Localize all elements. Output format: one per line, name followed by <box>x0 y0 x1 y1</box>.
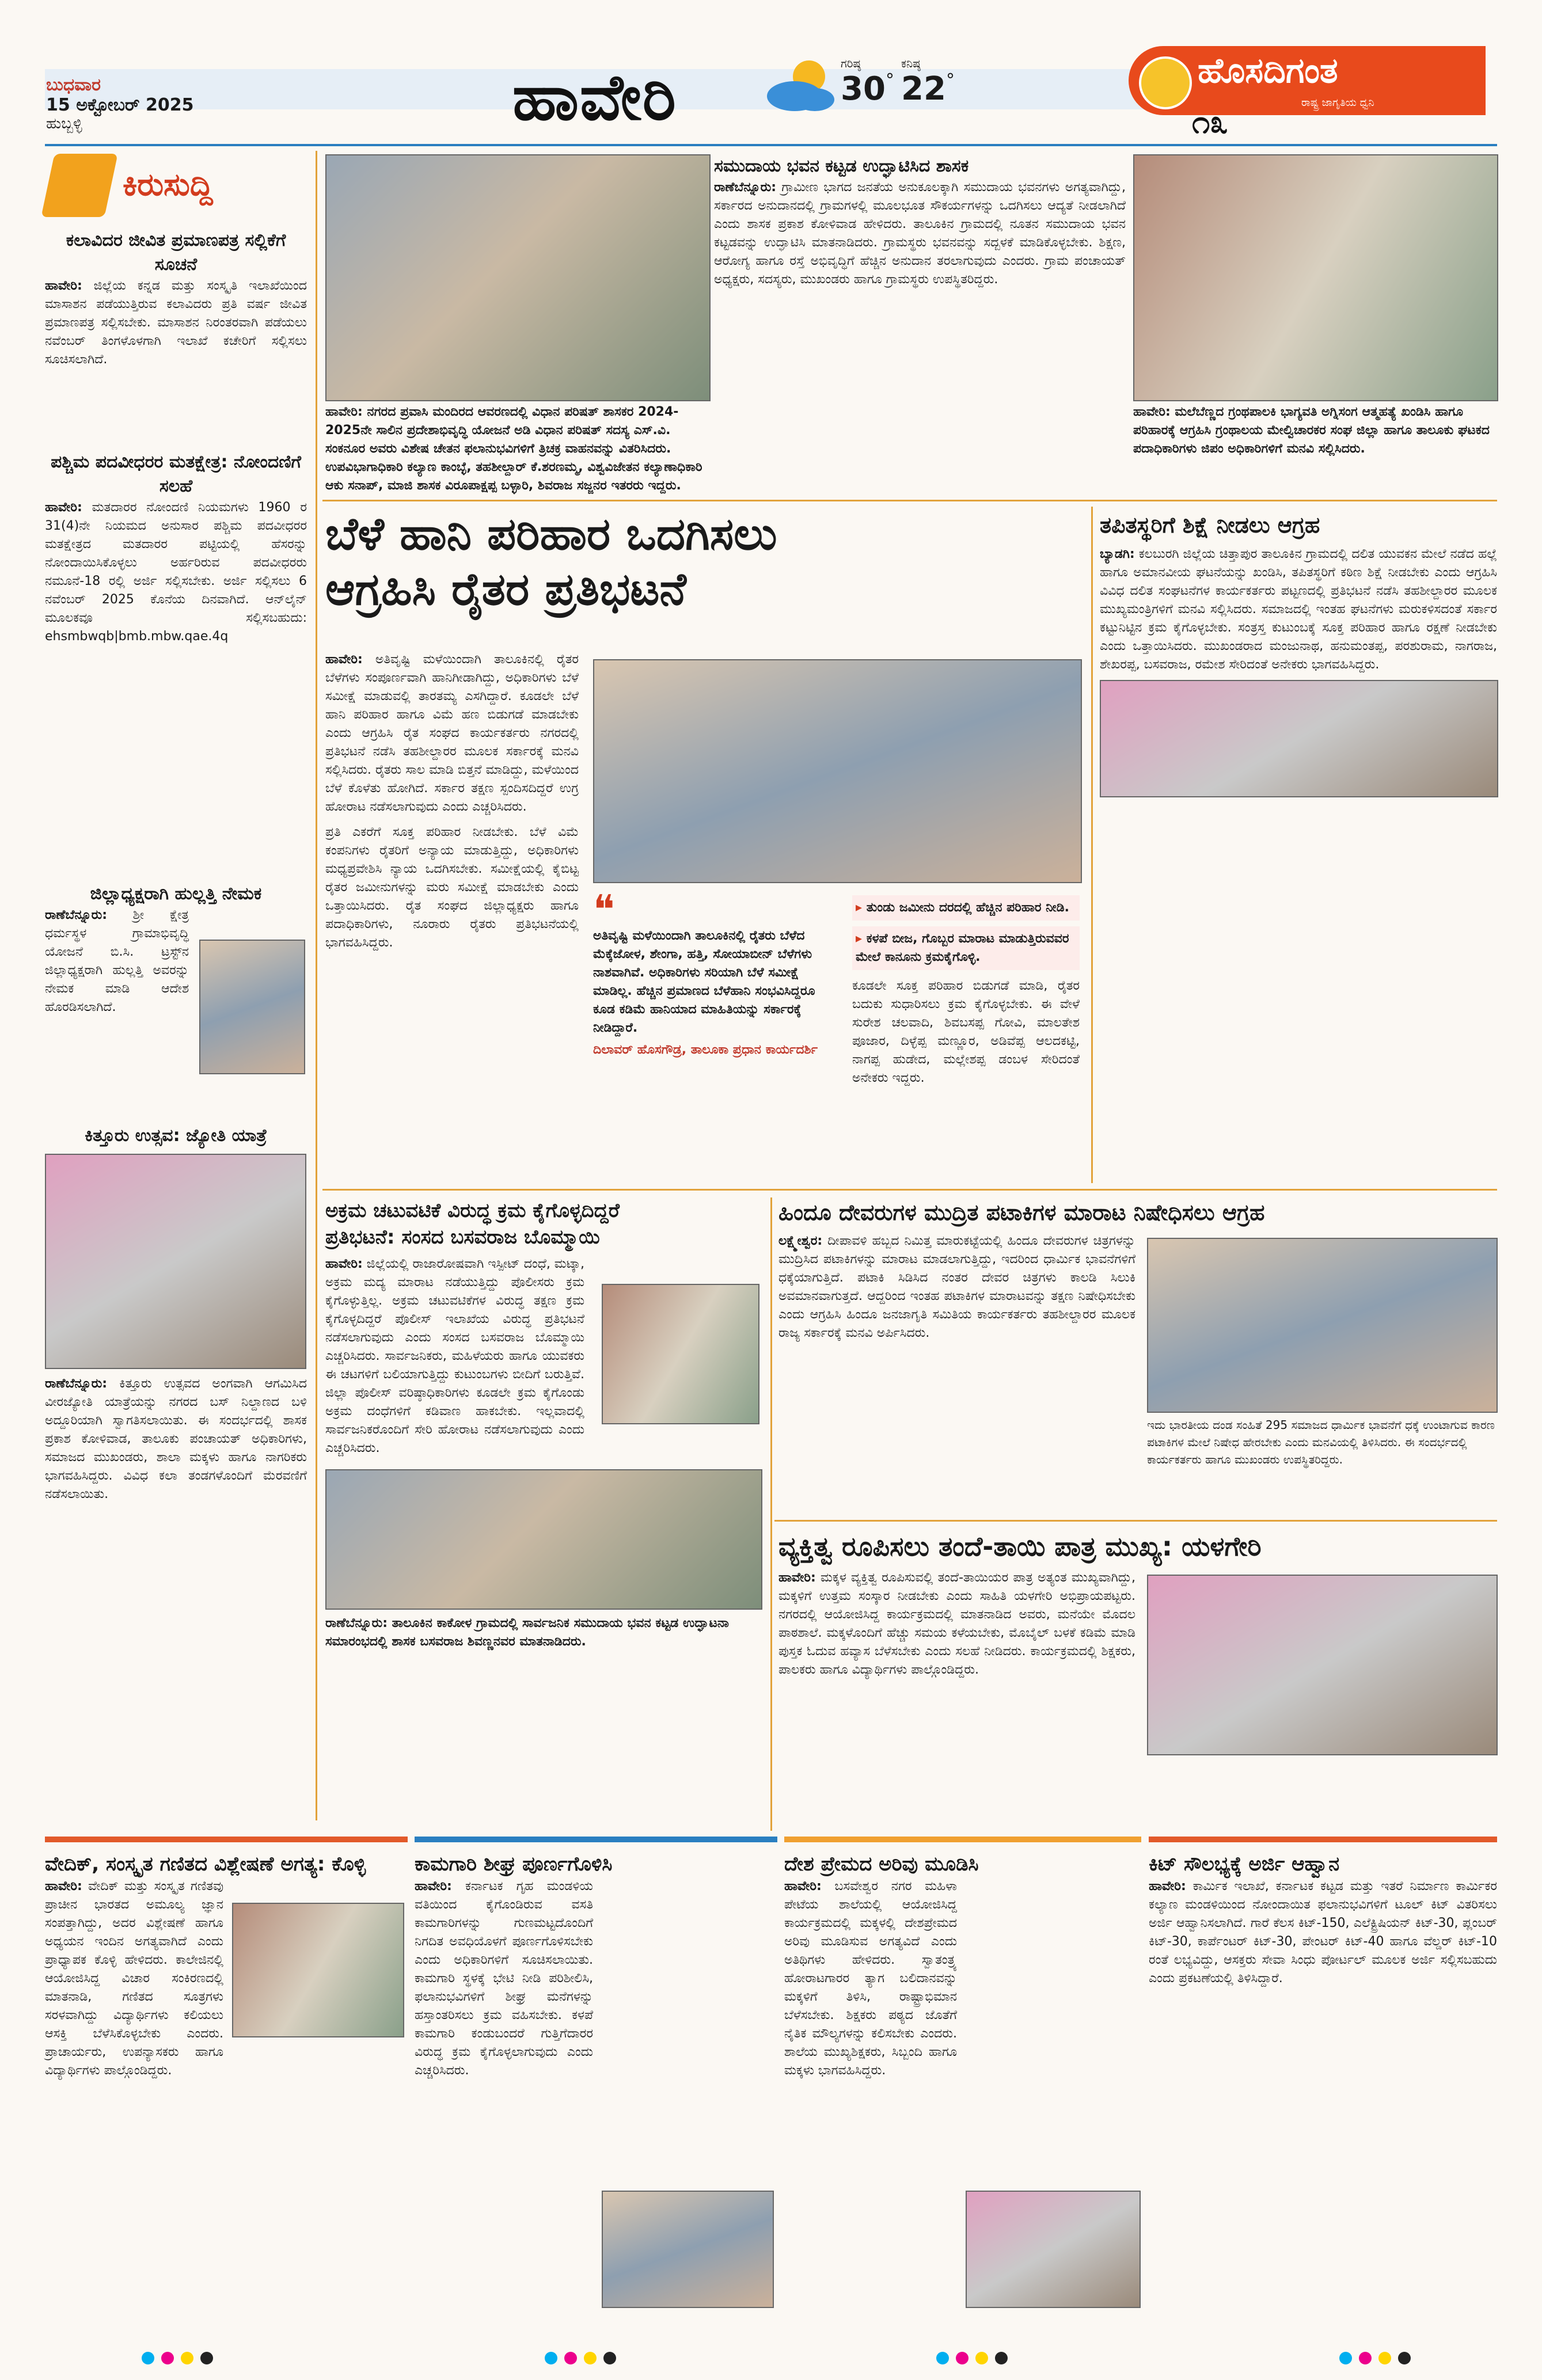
brief-title: ಕಲಾವಿದರ ಜೀವಿತ ಪ್ರಮಾಣಪತ್ರ ಸಲ್ಲಿಕೆಗೆ ಸೂಚನೆ <box>66 230 286 275</box>
bottom-story-3 <box>784 1851 1141 2080</box>
min-temp: 22 <box>901 70 946 108</box>
brief-text: ಮತದಾರರ ನೋಂದಣಿ ನಿಯಮಗಳು 1960 ರ 31(4)ನೇ ನಿಯಮದ ಅನುಸಾರ ಪಶ್ಚಿಮ ಪದವೀಧರರ ಮತಕ್ಷೇತ್ರದ ಮತದಾರರ ಪಟ್ಟಿಯಲ್ಲಿ ಹೆಸರನ್ನು ನೋಂದಾಯಿಸಿಕೊಳ್ಳಲು ಅರ್ಹರಿರುವ ಪದವೀಧರರು ನಮೂನೆ-18 ರಲ್ಲಿ ಅರ್ಜಿ ಸಲ್ಲಿಸಬೇಕು. ಅರ್ಜಿ ಸಲ್ಲಿಸಲು 6 ನವೆಂಬರ್ 2025 ಕೊನೆಯ ದಿನವಾಗಿದೆ. ಆನ್‌ಲೈನ್ ಮೂಲಕವೂ ಸಲ್ಲಿಸಬಹುದು: ehsmbwqb|bmb.mbw.qae.4q <box>45 500 307 644</box>
demand-item <box>852 926 1080 970</box>
lead-body-1: ಅತಿವೃಷ್ಟಿ ಮಳೆಯಿಂದಾಗಿ ತಾಲೂಕಿನಲ್ಲಿ ರೈತರ ಬೆಳೆಗಳು ಸಂಪೂರ್ಣವಾಗಿ ಹಾನಿಗೀಡಾಗಿದ್ದು, ಅಧಿಕಾರಿಗಳು ಬೆಳೆ ಸಮೀಕ್ಷೆ ಮಾಡುವಲ್ಲಿ ತಾರತಮ್ಯ ಎಸಗಿದ್ದಾರೆ. ಕೂಡಲೇ ಬೆಳೆ ಹಾನಿ ಪರಿಹಾರ ಹಾಗೂ ವಿಮೆ ಹಣ ಬಿಡುಗಡೆ ಮಾಡಬೇಕು ಎಂದು ಆಗ್ರಹಿಸಿ ರೈತ ಸಂಘದ ಕಾರ್ಯಕರ್ತರು ನಗರದಲ್ಲಿ ಪ್ರತಿಭಟನೆ ನಡೆಸಿ ತಹಶೀಲ್ದಾರರ ಮೂಲಕ ಸರ್ಕಾರಕ್ಕೆ ಮನವಿ ಸಲ್ಲಿಸಿದರು. ರೈತರು ಸಾಲ ಮಾಡಿ ಬಿತ್ತನೆ ಮಾಡಿದ್ದು, ಮಳೆಯಿಂದ ಬೆಳೆ ಕೊಳೆತು ಹೋಗಿದೆ. ಸರ್ಕಾರ ತಕ್ಷಣ ಸ್ಪಂದಿಸದಿದ್ದರೆ ಉಗ್ರ ಹೋರಾಟ ನಡೆಸಲಾಗುವುದು ಎಂದು ಎಚ್ಚರಿಸಿದರು. <box>325 652 579 814</box>
story-title: ವ್ಯಕ್ತಿತ್ವ ರೂಪಿಸಲು ತಂದೆ-ತಾಯಿ ಪಾತ್ರ ಮುಖ್ಯ: ಯಳಗೇರಿ <box>778 1531 1262 1562</box>
paper-name: ಹೊಸದಿಗಂತ <box>1198 51 1338 91</box>
max-label: ಗರಿಷ್ಠ <box>841 56 861 70</box>
col-rule <box>770 1197 772 1831</box>
story-place: ಹಾವೇರಿ: <box>45 1879 82 1894</box>
deg-symbol: ° <box>885 70 894 90</box>
registration-dots <box>1336 2352 1414 2367</box>
kirusuddi-column <box>45 151 310 1820</box>
story-body <box>1100 545 1497 674</box>
story-text: ದೀಪಾವಳಿ ಹಬ್ಬದ ನಿಮಿತ್ತ ಮಾರುಕಟ್ಟೆಯಲ್ಲಿ ಹಿಂದೂ ದೇವರುಗಳ ಚಿತ್ರಗಳನ್ನು ಮುದ್ರಿಸಿದ ಪಟಾಕಿಗಳನ್ನು ಮಾರಾಟ ಮಾಡಲಾಗುತ್ತಿದ್ದು, ಇದರಿಂದ ಧಾರ್ಮಿಕ ಭಾವನೆಗಳಿಗೆ ಧಕ್ಕೆಯಾಗುತ್ತಿದೆ. ಪಟಾಕಿ ಸಿಡಿಸಿದ ನಂತರ ದೇವರ ಚಿತ್ರಗಳು ಕಾಲಡಿ ಸಿಲುಕಿ ಅವಮಾನವಾಗುತ್ತದೆ. ಆದ್ದರಿಂದ ಇಂತಹ ಪಟಾಕಿಗಳ ಮಾರಾಟವನ್ನು ತಕ್ಷಣ ನಿಷೇಧಿಸಬೇಕು ಎಂದು ಆಗ್ರಹಿಸಿ ಹಿಂದೂ ಜನಜಾಗೃತಿ ಸಮಿತಿಯ ಕಾರ್ಯಕರ್ತರು ತಹಶೀಲ್ದಾರರ ಮೂಲಕ ರಾಜ್ಯ ಸರ್ಕಾರಕ್ಕೆ ಮನವಿ ಅರ್ಪಿಸಿದರು. <box>778 1234 1135 1340</box>
story-text: ಕಲಬುರಗಿ ಜಿಲ್ಲೆಯ ಚಿತ್ತಾಪುರ ತಾಲೂಕಿನ ಗ್ರಾಮದಲ್ಲಿ ದಲಿತ ಯುವಕನ ಮೇಲೆ ನಡೆದ ಹಲ್ಲೆ ಹಾಗೂ ಅಮಾನವೀಯ ಘಟನೆಯನ್ನು ಖಂಡಿಸಿ, ತಪಿತಸ್ಥರಿಗೆ ಕಠಿಣ ಶಿಕ್ಷೆ ನೀಡಬೇಕು ಎಂದು ಆಗ್ರಹಿಸಿ ವಿವಿಧ ದಲಿತ ಸಂಘಟನೆಗಳ ಕಾರ್ಯಕರ್ತರು ಪಟ್ಟಣದಲ್ಲಿ ಪ್ರತಿಭಟನೆ ನಡೆಸಿ ತಹಶೀಲ್ದಾರರ ಮೂಲಕ ಮುಖ್ಯಮಂತ್ರಿಗಳಿಗೆ ಮನವಿ ಸಲ್ಲಿಸಿದರು. ಸಮಾಜದಲ್ಲಿ ಇಂತಹ ಘಟನೆಗಳು ಮರುಕಳಿಸದಂತೆ ಸರ್ಕಾರ ಕಟ್ಟುನಿಟ್ಟಿನ ಕ್ರಮ ಕೈಗೊಳ್ಳಬೇಕು. ಸಂತ್ರಸ್ತ ಕುಟುಂಬಕ್ಕೆ ಸೂಕ್ತ ಪರಿಹಾರ ಹಾಗೂ ರಕ್ಷಣೆ ನೀಡಬೇಕು ಎಂದು ಒತ್ತಾಯಿಸಿದರು. ಮುಖಂಡರಾದ ಮಂಜುನಾಥ, ಹನುಮಂತಪ್ಪ, ಪರಶುರಾಮ, ನಾಗರಾಜ, ಶೇಖರಪ್ಪ, ಬಸವರಾಜ, ರಮೇಶ ಸೇರಿದಂತೆ ಅನೇಕರು ಭಾಗವಹಿಸಿದ್ದರು. <box>1100 547 1497 672</box>
col-rule <box>316 151 317 1820</box>
story-place: ಹಾವೇರಿ: <box>784 1879 822 1894</box>
bottom-story-4 <box>1149 1851 1497 1988</box>
lead-body-2: ಪ್ರತಿ ಎಕರೆಗೆ ಸೂಕ್ತ ಪರಿಹಾರ ನೀಡಬೇಕು. ಬೆಳೆ ವಿಮೆ ಕಂಪನಿಗಳು ರೈತರಿಗೆ ಅನ್ಯಾಯ ಮಾಡುತ್ತಿದ್ದು, ಅಧಿಕಾರಿಗಳು ಮಧ್ಯಪ್ರವೇಶಿಸಿ ನ್ಯಾಯ ಒದಗಿಸಬೇಕು. ಸಮೀಕ್ಷೆಯಲ್ಲಿ ಕೈಬಿಟ್ಟ ರೈತರ ಜಮೀನುಗಳನ್ನು ಮರು ಸಮೀಕ್ಷೆ ಮಾಡಬೇಕು ಎಂದು ಒತ್ತಾಯಿಸಿದರು. ರೈತ ಸಂಘದ ಜಿಲ್ಲಾಧ್ಯಕ್ಷರು ಹಾಗೂ ಪದಾಧಿಕಾರಿಗಳು, ನೂರಾರು ರೈತರು ಪ್ರತಿಭಟನೆಯಲ್ಲಿ ಭಾಗವಹಿಸಿದ್ದರು. <box>325 825 579 950</box>
story-place: ಹಾವೇರಿ: <box>778 1571 816 1585</box>
brief-text: ಶ್ರೀ ಕ್ಷೇತ್ರ ಧರ್ಮಸ್ಥಳ ಗ್ರಾಮಾಭಿವೃದ್ಧಿ ಯೋಜನೆ ಬಿ.ಸಿ. ಟ್ರಸ್ಟ್‌ನ ಜಿಲ್ಲಾಧ್ಯಕ್ಷರಾಗಿ ಹುಲ್ಲತ್ತಿ ಅವರನ್ನು ನೇಮಕ ಮಾಡಿ ಆದೇಶ ಹೊರಡಿಸಲಾಗಿದೆ. <box>45 908 189 1014</box>
story-body <box>45 1877 223 2080</box>
weather-sun-cloud-icon <box>760 55 841 118</box>
bommai-event-photo <box>325 1469 762 1610</box>
bullet-arrow-icon: ▸ <box>856 900 867 915</box>
story-body <box>325 1255 584 1458</box>
day-label: ಬುಧವಾರ <box>46 75 101 95</box>
brief-title: ಪಶ್ಚಿಮ ಪದವೀಧರರ ಮತಕ್ಷೇತ್ರ: ನೋಂದಣಿಗೆ ಸಲಹೆ <box>51 452 301 496</box>
tapitasta-story <box>1100 510 1497 797</box>
demand-text: ಕಳಪೆ ಬೀಜ, ಗೊಬ್ಬರ ಮಾರಾಟ ಮಾಡುತ್ತಿರುವವರ ಮೇಲೆ ಕಾನೂನು ಕ್ರಮಕೈಗೊಳ್ಳಿ. <box>856 932 1069 964</box>
story-place: ರಾಣೆಬೆನ್ನೂರು: <box>714 180 776 195</box>
brief-place: ರಾಣೆಬೆನ್ನೂರು: <box>45 1377 107 1391</box>
bommai-story <box>325 1197 763 1651</box>
badge-text: ಕಿರುಸುದ್ದಿ <box>123 166 213 203</box>
bottom-accent-1 <box>45 1837 408 1842</box>
demand-item <box>852 895 1080 921</box>
bottom-story-2 <box>415 1851 774 2080</box>
hindu-caption: ಇದು ಭಾರತೀಯ ದಂಡ ಸಂಹಿತೆ 295 ಸಮಾಜದ ಧಾರ್ಮಿಕ ಭಾವನೆಗೆ ಧಕ್ಕೆ ಉಂಟಾಗುವ ಕಾರಣ ಪಟಾಕಿಗಳ ಮೇಲೆ ನಿಷೇಧ ಹೇರಬೇಕು ಎಂದು ಮನವಿಯಲ್ಲಿ ತಿಳಿಸಿದರು. ಈ ಸಂದರ್ಭದಲ್ಲಿ ಕಾರ್ಯಕರ್ತರು ಹಾಗೂ ಮುಖಂಡರು ಉಪಸ್ಥಿತರಿದ್ದರು. <box>1147 1418 1495 1466</box>
brief-photo <box>45 1154 306 1369</box>
edition-title: ಹಾವೇರಿ <box>512 60 677 134</box>
bullet-arrow-icon: ▸ <box>856 932 867 946</box>
brief-place: ರಾಣೆಬೆನ್ನೂರು: <box>45 908 107 922</box>
headshot-photo <box>199 940 305 1074</box>
lead-headline-1: ಬೆಳೆ ಹಾನಿ ಪರಿಹಾರ ಒದಗಿಸಲು <box>325 508 777 560</box>
temp-max <box>841 56 892 108</box>
brief-place: ಹಾವೇರಿ: <box>45 500 82 515</box>
bommai-caption: ರಾಣೆಬೆನ್ನೂರು: ತಾಲೂಕಿನ ಕಾಕೋಳ ಗ್ರಾಮದಲ್ಲಿ ಸಾರ್ವಜನಿಕ ಸಮುದಾಯ ಭವನ ಕಟ್ಟಡ ಉದ್ಘಾಟನಾ ಸಮಾರಂಭದಲ್ಲಿ ಶಾಸಕ ಬಸವರಾಜ ಶಿವಣ್ಣನವರ ಮಾತನಾಡಿದರು. <box>325 1616 729 1649</box>
story-body <box>778 1232 1135 1343</box>
row-rule <box>774 1520 1497 1522</box>
story-place: ಲಕ್ಷ್ಮೇಶ್ವರ: <box>778 1234 823 1248</box>
lead-quote: ಅತಿವೃಷ್ಟಿ ಮಳೆಯಿಂದಾಗಿ ತಾಲೂಕಿನಲ್ಲಿ ರೈತರು ಬೆಳೆದ ಮೆಕ್ಕೆಜೋಳ, ಶೇಂಗಾ, ಹತ್ತಿ, ಸೋಯಾಬೀನ್ ಬೆಳೆಗಳು ನಾಶವಾಗಿವೆ. ಅಧಿಕಾರಿಗಳು ಸರಿಯಾಗಿ ಬೆಳೆ ಸಮೀಕ್ಷೆ ಮಾಡಿಲ್ಲ. ಹೆಚ್ಚಿನ ಪ್ರಮಾಣದ ಬೆಳೆಹಾನಿ ಸಂಭವಿಸಿದ್ದರೂ ಕೂಡ ಕಡಿಮೆ ಹಾನಿಯಾದ ಮಾಹಿತಿಯನ್ನು ಸರ್ಕಾರಕ್ಕೆ ನೀಡಿದ್ದಾರೆ. <box>593 929 815 1035</box>
bottom-accent-2 <box>415 1837 777 1842</box>
story-body <box>784 1877 957 2080</box>
masthead <box>0 0 1542 144</box>
brief-body <box>45 499 307 646</box>
story-title: ತಪಿತಸ್ಥರಿಗೆ ಶಿಕ್ಷೆ ನೀಡಲು ಆಗ್ರಹ <box>1100 512 1320 538</box>
story-photo <box>602 2191 774 2308</box>
date-label: 15 ಅಕ್ಟೋಬರ್ 2025 <box>46 95 194 115</box>
page-number: ೧೩ <box>1192 104 1228 141</box>
bottom-story-1 <box>45 1851 405 2080</box>
lead-quote-author: ದಿಲಾವರ್ ಹೊಸಗೌಡ್ರ, ತಾಲೂಕಾ ಪ್ರಧಾನ ಕಾರ್ಯದರ್ಶಿ <box>593 1043 818 1057</box>
brief-4 <box>45 1124 307 1504</box>
top-right-photo <box>1133 154 1498 401</box>
story-title-2: ಪ್ರತಿಭಟನೆ: ಸಂಸದ ಬಸವರಾಜ ಬೊಮ್ಮಾಯಿ <box>325 1226 600 1249</box>
top-rule <box>45 144 1497 146</box>
deg-symbol: ° <box>945 70 955 90</box>
brief-text: ಜಿಲ್ಲೆಯ ಕನ್ನಡ ಮತ್ತು ಸಂಸ್ಕೃತಿ ಇಲಾಖೆಯಿಂದ ಮಾಸಾಶನ ಪಡೆಯುತ್ತಿರುವ ಕಲಾವಿದರು ಪ್ರತಿ ವರ್ಷ ಜೀವಿತ ಪ್ರಮಾಣಪತ್ರ ಸಲ್ಲಿಸಬೇಕು. ಮಾಸಾಶನ ನಿರಂತರವಾಗಿ ಪಡೆಯಲು ನವೆಂಬರ್ ತಿಂಗಳೊಳಗಾಗಿ ಇಲಾಖೆ ಕಚೇರಿಗೆ ಸಲ್ಲಿಸಲು ಸೂಚಿಸಲಾಗಿದೆ. <box>45 279 307 367</box>
story-body <box>1149 1877 1497 1988</box>
hindu-story <box>778 1197 1497 1466</box>
demand-text: ತುಂಡು ಜಮೀನು ದರದಲ್ಲಿ ಹೆಚ್ಚಿನ ಪರಿಹಾರ ನೀಡಿ. <box>866 900 1069 915</box>
temp-min <box>901 56 953 108</box>
lead-story <box>325 507 1085 1186</box>
hand-pointing-icon <box>41 154 117 217</box>
story-body <box>714 178 1126 289</box>
story-text: ಬಸವೇಶ್ವರ ನಗರ ಮಹಿಳಾ ಪೇಟೆಯ ಶಾಲೆಯಲ್ಲಿ ಆಯೋಜಿಸಿದ್ದ ಕಾರ್ಯಕ್ರಮದಲ್ಲಿ ಮಕ್ಕಳಲ್ಲಿ ದೇಶಪ್ರೇಮದ ಅರಿವು ಮೂಡಿಸುವ ಅಗತ್ಯವಿದೆ ಎಂದು ಅತಿಥಿಗಳು ಹೇಳಿದರು. ಸ್ವಾತಂತ್ರ್ಯ ಹೋರಾಟಗಾರರ ತ್ಯಾಗ ಬಲಿದಾನವನ್ನು ಮಕ್ಕಳಿಗೆ ತಿಳಿಸಿ, ರಾಷ್ಟ್ರಾಭಿಮಾನ ಬೆಳೆಸಬೇಕು. ಶಿಕ್ಷಕರು ಪಠ್ಯದ ಜೊತೆಗೆ ನೈತಿಕ ಮೌಲ್ಯಗಳನ್ನು ಕಲಿಸಬೇಕು ಎಂದರು. ಶಾಲೆಯ ಮುಖ್ಯಶಿಕ್ಷಕರು, ಸಿಬ್ಬಂದಿ ಹಾಗೂ ಮಕ್ಕಳು ಭಾಗವಹಿಸಿದ್ದರು. <box>784 1879 957 2078</box>
story-text: ಮಕ್ಕಳ ವ್ಯಕ್ತಿತ್ವ ರೂಪಿಸುವಲ್ಲಿ ತಂದೆ-ತಾಯಿಯರ ಪಾತ್ರ ಅತ್ಯಂತ ಮುಖ್ಯವಾಗಿದ್ದು, ಮಕ್ಕಳಿಗೆ ಉತ್ತಮ ಸಂಸ್ಕಾರ ನೀಡಬೇಕು ಎಂದು ಸಾಹಿತಿ ಯಳಗೇರಿ ಅಭಿಪ್ರಾಯಪಟ್ಟರು. ನಗರದಲ್ಲಿ ಆಯೋಜಿಸಿದ್ದ ಕಾರ್ಯಕ್ರಮದಲ್ಲಿ ಮಾತನಾಡಿದ ಅವರು, ಮನೆಯೇ ಮೊದಲ ಪಾಠಶಾಲೆ. ಮಕ್ಕಳೊಂದಿಗೆ ಹೆಚ್ಚು ಸಮಯ ಕಳೆಯಬೇಕು, ಮೊಬೈಲ್ ಬಳಕೆ ಕಡಿಮೆ ಮಾಡಿ ಪುಸ್ತಕ ಓದುವ ಹವ್ಯಾಸ ಬೆಳೆಸಬೇಕು ಎಂದು ಸಲಹೆ ನೀಡಿದರು. ಕಾರ್ಯಕ್ರಮದಲ್ಲಿ ಶಿಕ್ಷಕರು, ಪಾಲಕರು ಹಾಗೂ ವಿದ್ಯಾರ್ಥಿಗಳು ಪಾಲ್ಗೊಂಡಿದ್ದರು. <box>778 1571 1135 1677</box>
story-text: ಜಿಲ್ಲೆಯಲ್ಲಿ ರಾಜಾರೋಷವಾಗಿ ಇಸ್ಪೀಟ್ ದಂಧೆ, ಮಟ್ಕಾ, ಅಕ್ರಮ ಮದ್ಯ ಮಾರಾಟ ನಡೆಯುತ್ತಿದ್ದು ಪೊಲೀಸರು ಕ್ರಮ ಕೈಗೊಳ್ಳುತ್ತಿಲ್ಲ. ಅಕ್ರಮ ಚಟುವಟಿಕೆಗಳ ವಿರುದ್ಧ ತಕ್ಷಣ ಕ್ರಮ ಕೈಗೊಳ್ಳದಿದ್ದರೆ ಪೊಲೀಸ್ ಇಲಾಖೆಯ ವಿರುದ್ಧ ಪ್ರತಿಭಟನೆ ನಡೆಸಲಾಗುವುದು ಎಂದು ಸಂಸದ ಬಸವರಾಜ ಬೊಮ್ಮಾಯಿ ಎಚ್ಚರಿಸಿದರು. ಸಾರ್ವಜನಿಕರು, ಮಹಿಳೆಯರು ಹಾಗೂ ಯುವಕರು ಈ ಚಟಗಳಿಗೆ ಬಲಿಯಾಗುತ್ತಿದ್ದು ಕುಟುಂಬಗಳು ಬೀದಿಗೆ ಬರುತ್ತಿವೆ. ಜಿಲ್ಲಾ ಪೊಲೀಸ್ ವರಿಷ್ಠಾಧಿಕಾರಿಗಳು ಕೂಡಲೇ ಕ್ರಮ ಕೈಗೊಂಡು ಅಕ್ರಮ ದಂಧೆಗಳಿಗೆ ಕಡಿವಾಣ ಹಾಕಬೇಕು. ಇಲ್ಲವಾದಲ್ಲಿ ಸಾರ್ವಜನಿಕರೊಂದಿಗೆ ಸೇರಿ ಹೋರಾಟ ನಡೆಸಲಾಗುವುದು ಎಂದು ಎಚ್ಚರಿಸಿದರು. <box>325 1257 584 1455</box>
quote-mark-icon: ❝ <box>593 886 615 933</box>
story-title: ಸಮುದಾಯ ಭವನ ಕಟ್ಟಡ ಉದ್ಘಾಟಿಸಿದ ಶಾಸಕ <box>714 156 969 176</box>
registration-dots <box>541 2352 620 2367</box>
story-photo <box>1100 680 1498 797</box>
city-label: ಹುಬ್ಬಳ್ಳಿ <box>46 115 82 132</box>
brief-text: ಕಿತ್ತೂರು ಉತ್ಸವದ ಅಂಗವಾಗಿ ಆಗಮಿಸಿದ ವೀರಜ್ಯೋತಿ ಯಾತ್ರೆಯನ್ನು ನಗರದ ಬಸ್ ನಿಲ್ದಾಣದ ಬಳಿ ಅದ್ದೂರಿಯಾಗಿ ಸ್ವಾಗತಿಸಲಾಯಿತು. ಈ ಸಂದರ್ಭದಲ್ಲಿ ಶಾಸಕ ಪ್ರಕಾಶ ಕೋಳಿವಾಡ, ತಾಲೂಕು ಪಂಚಾಯತ್ ಅಧಿಕಾರಿಗಳು, ಸಮಾಜದ ಮುಖಂಡರು, ಶಾಲಾ ಮಕ್ಕಳು ಹಾಗೂ ನಾಗರಿಕರು ಭಾಗವಹಿಸಿದ್ದರು. ವಿವಿಧ ಕಲಾ ತಂಡಗಳೊಂದಿಗೆ ಮೆರವಣಿಗೆ ನಡೆಸಲಾಯಿತು. <box>45 1377 307 1501</box>
story-text: ಕಾರ್ಮಿಕ ಇಲಾಖೆ, ಕರ್ನಾಟಕ ಕಟ್ಟಡ ಮತ್ತು ಇತರೆ ನಿರ್ಮಾಣ ಕಾರ್ಮಿಕರ ಕಲ್ಯಾಣ ಮಂಡಳಿಯಿಂದ ನೋಂದಾಯಿತ ಫಲಾನುಭವಿಗಳಿಗೆ ಟೂಲ್ ಕಿಟ್ ವಿತರಿಸಲು ಅರ್ಜಿ ಆಹ್ವಾನಿಸಲಾಗಿದೆ. ಗಾರೆ ಕೆಲಸ ಕಿಟ್-150, ಎಲೆಕ್ಟ್ರಿಷಿಯನ್ ಕಿಟ್-30, ಪ್ಲಂಬರ್ ಕಿಟ್-30, ಕಾರ್ಪೆಂಟರ್ ಕಿಟ್-30, ಪೇಂಟರ್ ಕಿಟ್-40 ಹಾಗೂ ವೆಲ್ಡರ್ ಕಿಟ್-10 ರಂತೆ ಲಭ್ಯವಿದ್ದು, ಆಸಕ್ತರು ಸೇವಾ ಸಿಂಧು ಪೋರ್ಟಲ್ ಮೂಲಕ ಅರ್ಜಿ ಸಲ್ಲಿಸಬಹುದು ಎಂದು ಪ್ರಕಟಣೆಯಲ್ಲಿ ತಿಳಿಸಿದ್ದಾರೆ. <box>1149 1879 1497 1986</box>
lead-body-3: ಕೂಡಲೇ ಸೂಕ್ತ ಪರಿಹಾರ ಬಿಡುಗಡೆ ಮಾಡಿ, ರೈತರ ಬದುಕು ಸುಧಾರಿಸಲು ಕ್ರಮ ಕೈಗೊಳ್ಳಬೇಕು. ಈ ವೇಳೆ ಸುರೇಶ ಚಲವಾದಿ, ಶಿವಬಸಪ್ಪ ಗೋವಿ, ಮಾಲತೇಶ ಪೂಜಾರ, ದಿಳ್ಳೆಪ್ಪ ಮಣ್ಣೂರ, ಅಡಿವೆಪ್ಪ ಆಲದಕಟ್ಟಿ, ನಾಗಪ್ಪ ಹುಡೇದ, ಮಲ್ಲೇಶಪ್ಪ ಡಂಬಳ ಸೇರಿದಂತೆ ಅನೇಕರು ಇದ್ದರು. <box>852 979 1080 1085</box>
story-body <box>415 1877 593 2080</box>
row-rule <box>322 500 1497 501</box>
brief-title: ಜಿಲ್ಲಾಧ್ಯಕ್ಷರಾಗಿ ಹುಲ್ಲತ್ತಿ ನೇಮಕ <box>90 884 262 904</box>
date-block <box>46 75 288 133</box>
story-text: ಗ್ರಾಮೀಣ ಭಾಗದ ಜನತೆಯ ಅನುಕೂಲಕ್ಕಾಗಿ ಸಮುದಾಯ ಭವನಗಳು ಅಗತ್ಯವಾಗಿದ್ದು, ಸರ್ಕಾರದ ಅನುದಾನದಲ್ಲಿ ಗ್ರಾಮಗಳಲ್ಲಿ ಮೂಲಭೂತ ಸೌಕರ್ಯಗಳನ್ನು ಒದಗಿಸಲು ಆದ್ಯತೆ ನೀಡಲಾಗಿದೆ ಎಂದು ಶಾಸಕ ಪ್ರಕಾಶ ಕೋಳಿವಾಡ ಹೇಳಿದರು. ತಾಲೂಕಿನ ಗ್ರಾಮದಲ್ಲಿ ನೂತನ ಸಮುದಾಯ ಭವನ ಕಟ್ಟಡವನ್ನು ಉದ್ಘಾಟಿಸಿ ಮಾತನಾಡಿದರು. ಗ್ರಾಮಸ್ಥರು ಭವನವನ್ನು ಸದ್ಬಳಕೆ ಮಾಡಿಕೊಳ್ಳಬೇಕು. ಶಿಕ್ಷಣ, ಆರೋಗ್ಯ ಹಾಗೂ ರಸ್ತೆ ಅಭಿವೃದ್ಧಿಗೆ ಹೆಚ್ಚಿನ ಅನುದಾನ ತರಲಾಗುವುದು ಎಂದರು. ಗ್ರಾಮ ಪಂಚಾಯತ್ ಅಧ್ಯಕ್ಷರು, ಸದಸ್ಯರು, ಮುಖಂಡರು ಹಾಗೂ ಗ್ರಾಮಸ್ಥರು ಉಪಸ್ಥಿತರಿದ್ದರು. <box>714 180 1126 287</box>
vyaktitva-story <box>778 1529 1497 1679</box>
bottom-accent-4 <box>1149 1837 1497 1842</box>
story-place: ಹಾವೇರಿ: <box>1149 1879 1186 1894</box>
paper-tagline: ರಾಷ್ಟ್ರ ಜಾಗೃತಿಯ ಧ್ವನಿ <box>1301 97 1374 109</box>
story-text: ಕರ್ನಾಟಕ ಗೃಹ ಮಂಡಳಿಯ ವತಿಯಿಂದ ಕೈಗೊಂಡಿರುವ ವಸತಿ ಕಾಮಗಾರಿಗಳನ್ನು ಗುಣಮಟ್ಟದೊಂದಿಗೆ ನಿಗದಿತ ಅವಧಿಯೊಳಗೆ ಪೂರ್ಣಗೊಳಿಸಬೇಕು ಎಂದು ಅಧಿಕಾರಿಗಳಿಗೆ ಸೂಚಿಸಲಾಯಿತು. ಕಾಮಗಾರಿ ಸ್ಥಳಕ್ಕೆ ಭೇಟಿ ನೀಡಿ ಪರಿಶೀಲಿಸಿ, ಫಲಾನುಭವಿಗಳಿಗೆ ಶೀಘ್ರ ಮನೆಗಳನ್ನು ಹಸ್ತಾಂತರಿಸಲು ಕ್ರಮ ವಹಿಸಬೇಕು. ಕಳಪೆ ಕಾಮಗಾರಿ ಕಂಡುಬಂದರೆ ಗುತ್ತಿಗೆದಾರರ ವಿರುದ್ಧ ಕ್ರಮ ಕೈಗೊಳ್ಳಲಾಗುವುದು ಎಂದು ಎಚ್ಚರಿಸಿದರು. <box>415 1879 593 2078</box>
samudaya-story <box>714 154 1126 289</box>
top-right-caption: ಹಾವೇರಿ: ಮಲೆಬೆಣ್ಣದ ಗ್ರಂಥಪಾಲಕಿ ಭಾಗ್ಯವತಿ ಅಗ್ನಿಸಂಗ ಆತ್ಮಹತ್ಯೆ ಖಂಡಿಸಿ ಹಾಗೂ ಪರಿಹಾರಕ್ಕೆ ಆಗ್ರಹಿಸಿ ಗ್ರಂಥಾಲಯ ಮೇಲ್ವಿಚಾರಕರ ಸಂಘ ಜಿಲ್ಲಾ ಹಾಗೂ ತಾಲೂಕು ಘಟಕದ ಪದಾಧಿಕಾರಿಗಳು ಜಿಪಂ ಅಧಿಕಾರಿಗಳಿಗೆ ಮನವಿ ಸಲ್ಲಿಸಿದರು. <box>1133 405 1490 456</box>
bottom-accent-3 <box>784 1837 1141 1842</box>
story-title-1: ಅಕ್ರಮ ಚಟುವಟಿಕೆ ವಿರುದ್ಧ ಕ್ರಮ ಕೈಗೊಳ್ಳದಿದ್ದರೆ <box>325 1199 620 1222</box>
story-title: ಕಿಟ್ ಸೌಲಭ್ಯಕ್ಕೆ ಅರ್ಜಿ ಆಹ್ವಾನ <box>1149 1853 1340 1876</box>
brief-body <box>45 906 189 1017</box>
story-body <box>778 1569 1135 1679</box>
lead-quote-box <box>593 886 841 1059</box>
kirusuddi-badge <box>48 154 290 217</box>
max-temp: 30 <box>841 70 886 108</box>
top-left-photo <box>325 154 711 401</box>
hindu-photo <box>1147 1238 1498 1413</box>
brief-2 <box>45 450 307 646</box>
bommai-headshot <box>602 1284 759 1424</box>
brief-3 <box>45 882 307 1017</box>
story-title: ಹಿಂದೂ ದೇವರುಗಳ ಮುದ್ರಿತ ಪಟಾಕಿಗಳ ಮಾರಾಟ ನಿಷೇಧಿಸಲು ಆಗ್ರಹ <box>778 1200 1265 1225</box>
col-rule <box>1091 507 1093 1183</box>
registration-dots <box>933 2352 1011 2367</box>
brief-title: ಕಿತ್ತೂರು ಉತ್ಸವ: ಜ್ಯೋತಿ ಯಾತ್ರೆ <box>85 1126 267 1146</box>
story-title: ವೇದಿಕ್, ಸಂಸ್ಕೃತ ಗಣಿತದ ವಿಶ್ಲೇಷಣೆ ಅಗತ್ಯ: ಕೊಳ್ಳಿ <box>45 1853 366 1876</box>
brief-body <box>45 1375 307 1504</box>
story-title: ಕಾಮಗಾರಿ ಶೀಘ್ರ ಪೂರ್ಣಗೊಳಿಸಿ <box>415 1853 613 1876</box>
brief-body <box>45 277 307 369</box>
vyaktitva-photo <box>1147 1575 1498 1755</box>
lead-place: ಹಾವೇರಿ: <box>325 652 363 667</box>
min-label: ಕನಿಷ್ಠ <box>901 56 921 70</box>
story-place: ಬ್ಯಾಡಗಿ: <box>1100 547 1135 561</box>
lead-body-col1 <box>325 651 579 952</box>
sun-emblem-icon <box>1139 56 1192 109</box>
lead-headline-2: ಆಗ್ರಹಿಸಿ ರೈತರ ಪ್ರತಿಭಟನೆ <box>325 564 686 615</box>
story-photo <box>232 1903 404 2037</box>
registration-dots <box>138 2352 217 2367</box>
story-text: ವೇದಿಕ್ ಮತ್ತು ಸಂಸ್ಕೃತ ಗಣಿತವು ಪ್ರಾಚೀನ ಭಾರತದ ಅಮೂಲ್ಯ ಜ್ಞಾನ ಸಂಪತ್ತಾಗಿದ್ದು, ಅದರ ವಿಶ್ಲೇಷಣೆ ಹಾಗೂ ಅಧ್ಯಯನ ಇಂದಿನ ಅಗತ್ಯವಾಗಿದೆ ಎಂದು ಪ್ರಾಧ್ಯಾಪಕ ಕೊಳ್ಳಿ ಹೇಳಿದರು. ಕಾಲೇಜಿನಲ್ಲಿ ಆಯೋಜಿಸಿದ್ದ ವಿಚಾರ ಸಂಕಿರಣದಲ್ಲಿ ಮಾತನಾಡಿ, ಗಣಿತದ ಸೂತ್ರಗಳು ಸರಳವಾಗಿದ್ದು ವಿದ್ಯಾರ್ಥಿಗಳು ಕಲಿಯಲು ಆಸಕ್ತಿ ಬೆಳೆಸಿಕೊಳ್ಳಬೇಕು ಎಂದರು. ಪ್ರಾಚಾರ್ಯರು, ಉಪನ್ಯಾಸಕರು ಹಾಗೂ ವಿದ್ಯಾರ್ಥಿಗಳು ಪಾಲ್ಗೊಂಡಿದ್ದರು. <box>45 1879 223 2078</box>
lead-demands <box>852 895 1080 1088</box>
top-left-caption: ಹಾವೇರಿ: ನಗರದ ಪ್ರವಾಸಿ ಮಂದಿರದ ಆವರಣದಲ್ಲಿ ವಿಧಾನ ಪರಿಷತ್ ಶಾಸಕರ 2024-2025ನೇ ಸಾಲಿನ ಪ್ರದೇಶಾಭಿವೃದ್ಧಿ ಯೋಜನೆ ಅಡಿ ವಿಧಾನ ಪರಿಷತ್ ಸದಸ್ಯ ಎಸ್.ವಿ. ಸಂಕನೂರ ಅವರು ವಿಶೇಷ ಚೇತನ ಫಲಾನುಭವಿಗಳಿಗೆ ತ್ರಿಚಕ್ರ ವಾಹನವನ್ನು ವಿತರಿಸಿದರು. ಉಪವಿಭಾಗಾಧಿಕಾರಿ ಕಲ್ಯಾಣ ಕಾಂಬ್ಳೆ, ತಹಶೀಲ್ದಾರ್ ಕೆ.ಶರಣಮ್ಮ, ವಿಶ್ವವಿಜೇತನ ಕಲ್ಯಾಣಾಧಿಕಾರಿ ಆಕು ಸನಾಪ್, ಮಾಜಿ ಶಾಸಕ ವಿರೂಪಾಕ್ಷಪ್ಪ ಬಳ್ಳಾರಿ, ಶಿವರಾಜ ಸಜ್ಜನರ ಇತರರು ಇದ್ದರು. <box>325 405 702 493</box>
story-place: ಹಾವೇರಿ: <box>325 1257 363 1271</box>
brief-1 <box>45 229 307 369</box>
paper-logo <box>1129 46 1486 115</box>
row-rule <box>322 1189 1497 1191</box>
story-title: ದೇಶ ಪ್ರೇಮದ ಅರಿವು ಮೂಡಿಸಿ <box>784 1853 979 1876</box>
story-place: ಹಾವೇರಿ: <box>415 1879 452 1894</box>
story-photo <box>966 2191 1141 2308</box>
lead-photo <box>593 659 1082 883</box>
brief-place: ಹಾವೇರಿ: <box>45 279 82 293</box>
